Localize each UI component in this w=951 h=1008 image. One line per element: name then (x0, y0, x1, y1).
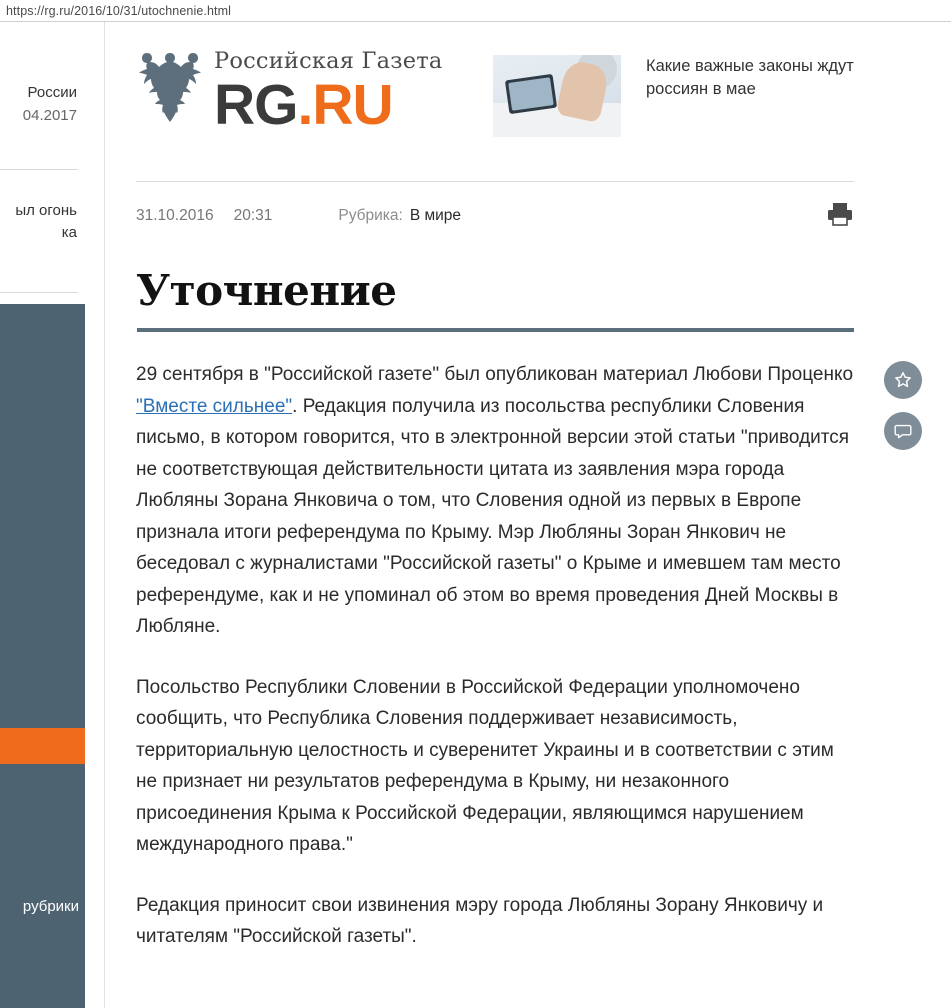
title-underline (137, 328, 854, 332)
article-date: 31.10.2016 (136, 207, 214, 224)
article-paragraph-1 (136, 359, 854, 643)
paragraph-1-text-after-link: . Редакция получила из посольства республики Словения письмо, в котором говорится, что в электронной версии этой статьи "приводится не соответствующая действительности цитата из заявления мэра города Любляны Зорана Янковича о том, что Словения одной из первых в Европе признала итоги референдума по Крыму. Мэр Любляны Зоран Янкович не беседовал с журналистами "Российской газеты" о Крыме и имевшем там место референдуме, как и не упоминал об этом во время проведения Дней Москвы в Любляне. (136, 395, 850, 637)
comments-button[interactable] (884, 412, 922, 450)
logo-rgru (214, 73, 442, 137)
logo-rg: RG (214, 73, 298, 137)
sidebar-promo-1[interactable] (0, 22, 85, 126)
logo-dot: . (297, 73, 313, 137)
sidebar-promo-2[interactable] (0, 200, 85, 244)
article-paragraph-3: Редакция приносит свои извинения мэру города Любляны Зорану Янковичу и читателям "Российской газеты". (136, 894, 824, 947)
url-text[interactable]: https://rg.ru/2016/10/31/utochnenie.html (6, 3, 231, 18)
logo-ru: RU (312, 73, 393, 137)
header-promo[interactable] (493, 55, 876, 137)
article-meta (136, 207, 461, 225)
sidebar-promo-1-date: 04.2017 (22, 107, 77, 124)
star-icon (893, 370, 913, 390)
logo-top-text: Российская Газета (214, 48, 443, 74)
browser-url-bar[interactable] (0, 0, 951, 22)
sidebar-dark-panel (0, 304, 85, 1008)
article-column (105, 22, 951, 1008)
logo-wordmark (214, 48, 443, 137)
related-article-link[interactable]: "Вместе сильнее" (136, 395, 293, 417)
paragraph-1-text-before-link: 29 сентября в "Российской газете" был опубликован материал Любови Проценко (136, 364, 854, 385)
comment-icon (893, 421, 913, 441)
double-headed-eagle-icon (136, 47, 204, 131)
page-title: Уточнение (136, 266, 397, 316)
article-side-actions (884, 361, 922, 463)
header-promo-thumbnail[interactable] (493, 55, 621, 137)
header-promo-title[interactable]: Какие важные законы ждут россиян в мае (646, 57, 854, 98)
sidebar-promo-2-line2: ка (61, 224, 77, 241)
header-divider (136, 181, 854, 182)
article-paragraph-2: Посольство Республики Словении в Российской Федерации уполномочено сообщить, что Республика Словения поддерживает независимость, территориальную целостность и суверенитет Украины и в соответствии с этим не признает ни результатов референдума в Крыму, ни незаконного присоединения Крыма к Российской Федерации, являющимся нарушением международного права." (136, 676, 834, 855)
article-time: 20:31 (233, 207, 273, 224)
page-content (0, 22, 951, 1008)
sidebar-orange-highlight[interactable] (0, 728, 85, 764)
sidebar-divider-2 (0, 292, 78, 293)
sidebar-promo-2-line1: ыл огонь (15, 202, 77, 219)
promo-tablet-shape (505, 74, 557, 114)
site-header (105, 22, 951, 167)
rubric-link[interactable]: В мире (409, 207, 462, 224)
left-sidebar-partial (0, 22, 85, 1008)
site-logo[interactable] (136, 44, 443, 137)
sidebar-promo-1-text: России (27, 84, 77, 101)
print-icon[interactable] (827, 202, 853, 226)
article-body (136, 359, 854, 982)
favorite-button[interactable] (884, 361, 922, 399)
rubric-label: Рубрика: (338, 207, 403, 224)
sidebar-rubrics-label[interactable]: рубрики (22, 898, 79, 915)
sidebar-divider-1 (0, 169, 78, 170)
